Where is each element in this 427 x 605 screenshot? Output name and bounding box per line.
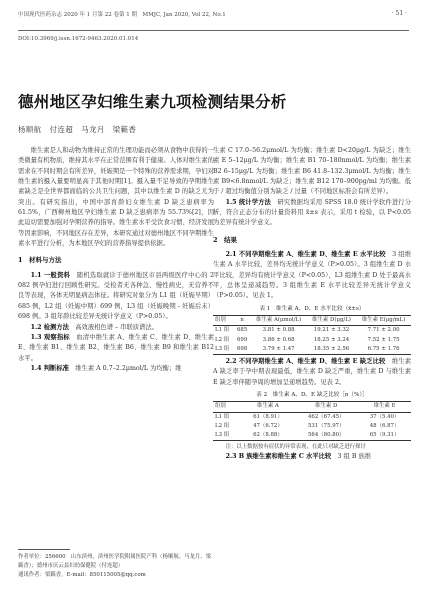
table-cell: L1 组 — [215, 413, 230, 420]
table-cell: 61（8.91） — [253, 413, 283, 420]
author-list: 杨顺航 付连超 马龙月 梁籁香 — [18, 125, 137, 134]
table-row — [213, 345, 411, 355]
paragraph-text: 血清中维生素 A、维生素 C、维生素 D、维生素 E、维生素 B1、维生素 B2、维生素 B6、维生素 B9 和维生素 B12 水平。 — [18, 333, 215, 362]
table-cell: 564（80.80） — [294, 431, 358, 441]
table2-caption: 表 2 维生素 A、D、E 缺乏比较［n（%）］ — [256, 392, 368, 398]
subsection-title: 1.5 统计学方法 — [225, 198, 271, 206]
table-cell: 3.81 ± 0.88 — [262, 327, 295, 334]
section-heading-methods: 1 材料与方法 — [18, 256, 62, 265]
left-column — [18, 146, 214, 374]
paragraph-text: 3 组维生素 A 水平比较，差异均无统计学意义（P>0.05）。3 组维生素 D 水平比较，差异均有统计学意义（P<0.05），L3 组维生素 D 处于最高水平，总体呈递减趋势。3 组维生素 E 水平比较差异无统计学意义（P>0.05）。见表 1。 — [213, 251, 412, 300]
article-title: 德州地区孕妇维生素九项检测结果分析 — [18, 92, 287, 111]
subsection-title: 2.1 不同孕期维生素 A、维生素 D、维生素 E 水平比较 — [225, 251, 386, 259]
table-cell: 18.25 ± 3.24 — [313, 336, 350, 343]
table-cell: 3.79 ± 1.47 — [250, 345, 306, 355]
table-cell: 37（5.40） — [369, 413, 400, 420]
paragraph-criteria-continued: 生素 C 17.0–56.2μmol/L 为均衡；维生素 D<20μg/L 为缺乏；维生素 E 5–12μg/L 为均衡；维生素 B1 70–180nmol/L 为均衡；维生素 B2 6–15μg/L 为均衡；维生素 B6 41.8–132.3μmol/L 为均衡；维生素 B9<6.8nmol/L 为缺乏；维生素 B12 170–900pg/ml 为均衡。低于 / 超过均衡值分别为缺乏 / 过量（不同地区标准会有所差异）。 — [213, 147, 411, 196]
table-cell: 531（75.97） — [307, 422, 345, 429]
paragraph-text: 维生素 A 缺乏率于孕中期表现最低，维生素 D 缺乏严重，维生素 D 与维生素 E 缺乏率伴随孕周的增加呈递增趋势。见表 2。 — [213, 357, 412, 386]
paragraph-result-21 — [213, 250, 411, 302]
table-header: 维生素 E(μg/mL) — [356, 316, 411, 326]
table-row — [213, 326, 411, 336]
table-cell: 6.75 ± 1.76 — [356, 345, 411, 355]
footnote-divider — [18, 549, 70, 550]
table-cell: 685 — [237, 327, 248, 334]
table-cell: 7.71 ± 2.00 — [367, 327, 400, 334]
table-cell: L3 组 — [213, 431, 241, 441]
table2 — [213, 401, 411, 441]
subsection-title: 1.3 观察指标 — [30, 333, 70, 341]
paragraph-detection-method — [18, 323, 214, 333]
header-divider — [18, 30, 409, 31]
paragraph-text: 研究数据均采用 SPSS 18.0 统计学软件进行分析，符合正态分布的计量资料用 x̄±s 表示，采用 t 检验，以 P<0.05 为差异有统计学意义。 — [213, 198, 412, 227]
table-cell: 7.52 ± 1.75 — [367, 336, 400, 343]
subsection-title: 1.4 判断标准 — [30, 364, 69, 372]
doi-line[interactable]: DOI:10.3969/j.issn.1672-9463.2020.01.014 — [18, 36, 139, 42]
paragraph-result-22 — [213, 357, 411, 388]
table-row — [213, 336, 411, 345]
subsection-title: 2.3 B 族维生素和维生素 C 水平比较 — [225, 452, 332, 460]
table1-caption: 表 1 维生素 A、D、E 水平比较（x̄±s） — [259, 305, 365, 312]
table-cell: 65（9.31） — [358, 431, 411, 441]
table-cell: 48（6.87） — [369, 422, 400, 429]
table-cell: L2 组 — [215, 422, 230, 429]
intro-paragraph: 维生素是人和动物为维持正常的生理功能而必须从食物中获得的一类微量有机物质，维持其水平在正常范围有利于健康。人体对维生素的需求在不同时期会有所差异，妊娠期是一个特殊的营养需求期，孕妇对维生素的摄入量要明显高于其他时期[1]。摄入量不足导致的孕期维生素缺乏是全世界都面临的公共卫生问题，其中以维生素 D 的缺乏尤为突出。有研究指出，中国中部育龄妇女维生素 D 缺乏患病率为 61.5%，广西柳州地区孕妇维生素 D 缺乏患病率为 55.73%[2]，因此迫切需要加强对孕期营养的指导。维生素水平受饮食习惯、经济发展等因素影响，不同地区存在差异，本研究通过对德州地区不同孕期维生素水平进行分析，为本地区孕妇的营养指导提供依据。 — [18, 147, 214, 248]
subsection-title: 2.2 不同孕期维生素 A、维生素 D、维生素 E 缺乏比较 — [225, 357, 386, 365]
table1 — [213, 315, 411, 355]
table-cell: 699 — [237, 336, 248, 343]
table-cell: L1 组 — [215, 327, 230, 334]
table-row — [213, 431, 411, 441]
table-header: 维生素 E — [358, 402, 411, 412]
table-row — [213, 422, 411, 431]
paragraph-text: 维生素 A 0.7–2.2μmol/L 为均衡；维 — [75, 364, 182, 372]
paragraph-text: 高效液相色谱 – 串联质谱法。 — [75, 323, 158, 331]
subsection-title: 1.2 检测方法 — [30, 323, 69, 331]
table-cell: 462（67.45） — [307, 413, 345, 420]
table-cell: 698 — [234, 345, 250, 355]
paragraph-text: 3 组 B 族维 — [337, 452, 372, 460]
paragraph-text: 随机选取就诊于德州地区市县两级医疗中心的 2 082 例孕妇进行回顾性研究。受检者无各种急、慢性病史，无营养不良等表现，各体无明显病态体征。将研究对象分为 L1 组（妊娠早期）685 例，L2 组（妊娠中期）699 例，L3 组（妊娠晚期 - 妊娠后末）698 例。3 组年龄比较差异无统计学意义（P>0.05）。 — [18, 271, 215, 321]
table-header: 组别 — [213, 316, 234, 326]
table-row — [213, 412, 411, 422]
paragraph-result-23 — [213, 452, 411, 462]
table-header: 维生素 A(μmol/L) — [250, 316, 306, 326]
table-cell: 62（8.88） — [241, 431, 294, 441]
page-number: · 51 · — [391, 10, 407, 17]
table-header-row — [213, 402, 411, 412]
table-header: 维生素 D — [294, 402, 358, 412]
paragraph-general-data — [18, 271, 214, 323]
table-cell: L2 组 — [215, 336, 230, 343]
journal-header: 中国现代医药杂志 2020 年 1 月第 22 卷第 1 期 MMJC, Jan 2020, Vol 22, No.1 — [18, 12, 226, 18]
table-cell: 3.86 ± 0.68 — [262, 336, 295, 343]
paragraph-indicators — [18, 333, 214, 364]
table-header: 维生素 A — [241, 402, 294, 412]
paragraph-criteria — [18, 364, 214, 374]
table-cell: 19.21 ± 3.32 — [313, 327, 350, 334]
table2-note: 注：以上数据按有症状的异常表现，在此只对缺乏进行探讨 — [225, 444, 366, 451]
table-cell: 18.35 ± 2.56 — [307, 345, 356, 355]
table-header-row — [213, 316, 411, 326]
subsection-title: 1.1 一般资料 — [30, 271, 71, 279]
section-heading-results: 2 结果 — [213, 235, 238, 244]
table-header: n — [234, 316, 250, 326]
table-cell: L3 组 — [213, 345, 234, 355]
table-cell: 47（6.72） — [253, 422, 283, 429]
author-affiliation-footnote: 作者单位：256600 山东滨州，滨州医学院附属医院产科（杨顺航、马龙月、梁籁香）；德州市庆云县妇幼保健院（付连超） 通讯作者：梁籁香，E-mail：850115005@qq.com — [18, 554, 212, 578]
table-header: 组别 — [213, 402, 241, 412]
right-column — [213, 146, 411, 462]
paragraph-statistics — [213, 198, 411, 229]
table-header: 维生素 D(μg/L) — [307, 316, 356, 326]
